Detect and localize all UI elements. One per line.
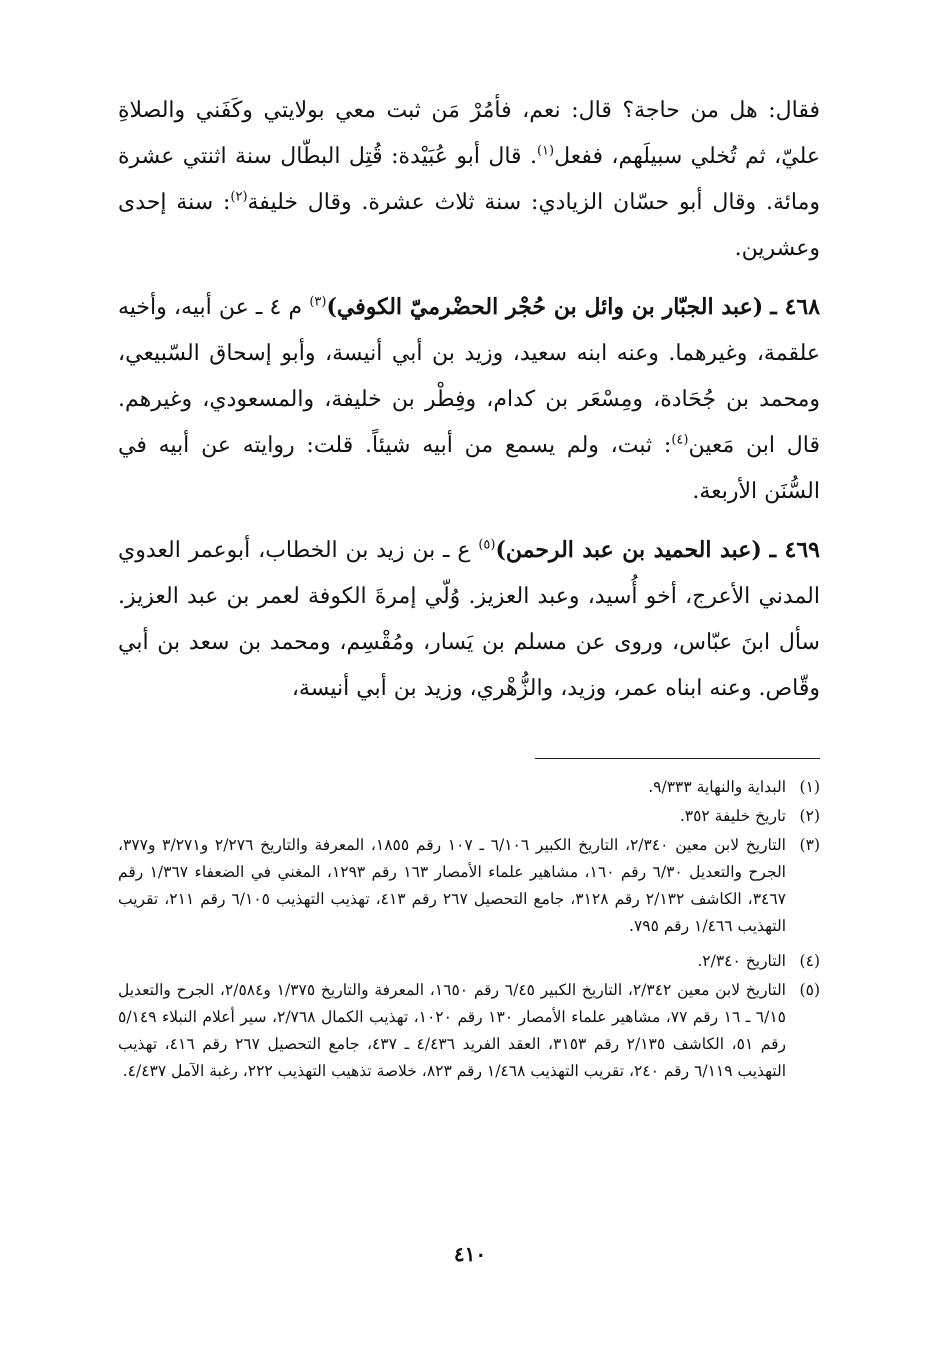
- entry-number: ٤٦٩ ـ: [769, 537, 820, 563]
- footnote-divider: [535, 758, 820, 759]
- footnote-text: التاريخ ٢/٣٤٠.: [697, 952, 786, 970]
- footnote-ref-4: (٤): [671, 432, 689, 448]
- footnote-number: (٥): [799, 981, 820, 999]
- entry-name: (عبد الجبّار بن وائل بن حُجْر الحضْرميّ الكوفي): [326, 294, 764, 320]
- footnote-ref-1: (١): [536, 143, 555, 159]
- footnotes: [118, 774, 820, 1087]
- entry-name-suffix: ع ـ بن زيد بن الخطاب، أبوعمر: [188, 538, 479, 563]
- intro-line-1: فقال: هل من حاجة؟ قال: نعم، فأمُرْ مَن ثبت معي بولايتي وكَفَني والصلاةِ: [118, 98, 820, 123]
- entry-text-b: : ثبت، ولم يسمع من أبيه شيئاً.: [365, 433, 672, 458]
- footnote-1: [118, 774, 820, 801]
- intro-paragraph: [118, 88, 820, 272]
- footnote-ref-3: (٣): [309, 294, 327, 310]
- entry-text: العدوي المدني الأعرج، أخو أُسيد، وعبد العزيز. وُلّي إمرةَ الكوفة لعمر بن عبد العزيز. سأل ابنَ عبّاس، وروى عن مسلم بن يَسار، ومُقْسِم، ومحمد بن سعد بن أبي وقّاص. وعنه ابناه عمر، وزيد، والزُّهْري، وزيد بن أبي أنيسة،: [118, 538, 820, 701]
- entry-name-suffix: م ٤ ـ عن: [218, 295, 310, 320]
- intro-line-2a: عليّ، ثم تُخلي سبيلَهم، ففعل: [554, 144, 821, 169]
- footnote-2: [118, 803, 820, 830]
- footnote-number: (٢): [799, 807, 820, 825]
- intro-line-3a: ومائة. وقال أبو حسّان الزيادي: سنة ثلاث عشرة. وقال خليفة: [247, 190, 820, 215]
- footnote-ref-5: (٥): [478, 537, 496, 553]
- page-number: ٤١٠: [453, 1242, 487, 1266]
- entry-468: [118, 284, 820, 515]
- footnote-number: (١): [799, 778, 820, 796]
- main-text: [118, 88, 820, 712]
- intro-line-3b: : سنة إحدى: [118, 190, 231, 215]
- intro-line-4: وعشرين.: [734, 236, 820, 261]
- entry-text-a: أبيه، وأخيه علقمة، وغيرهما. وعنه ابنه سعيد، وزيد بن أبي أنيسة، وأبو إسحاق السّبيعي، ومحمد بن جُحَادة، ومِسْعَر بن كدام، وفِطْر بن خليفة، والمسعودي، وغيرهم. قال ابن مَعين: [118, 295, 820, 458]
- footnote-5: [118, 977, 820, 1085]
- footnote-ref-2: (٢): [230, 189, 248, 205]
- entry-text-c: قلت: روايته عن أبيه في السُّنَن الأربعة.: [118, 433, 820, 504]
- entry-name: (عبد الحميد بن عبد الرحمن): [495, 537, 762, 563]
- footnote-text: التاريخ لابن معين ٢/٣٤٢، التاريخ الكبير ٦/٤٥ رقم ١٦٥٠، المعرفة والتاريخ ١/٣٧٥ و٢/٥٨٤، الجرح والتعديل ٦/١٥ ـ ١٦ رقم ٧٧، مشاهير علماء الأمصار ١٣٠ رقم ١٠٢٠، تهذيب الكمال ٢/٧٦٨، سير أعلام النبلاء ٥/١٤٩ رقم ٥١، الكاشف ٢/١٣٥ رقم ٣١٥٣، العقد الفريد ٤/٤٣٦ ـ ٤٣٧، جامع التحصيل ٢٦٧ رقم ٤١٦، تهذيب التهذيب ٦/١١٩ رقم ٢٤٠، تقريب التهذيب ١/٤٦٨ رقم ٨٢٣، خلاصة تذهيب التهذيب ٢٢٢، رغبة الآمل ٤/٤٣٧.: [118, 981, 786, 1080]
- entry-469: [118, 527, 820, 712]
- entry-number: ٤٦٨ ـ: [770, 294, 821, 320]
- footnote-number: (٤): [799, 952, 820, 970]
- footnote-text: البداية والنهاية ٩/٣٣٣.: [648, 778, 786, 796]
- footnote-3: [118, 832, 820, 940]
- footnote-4: [118, 948, 820, 975]
- intro-line-2b: . قال أبو عُبَيْدة: قُتِل البطّال سنة اثنتي عشرة: [118, 144, 537, 169]
- footnote-text: تاريخ خليفة ٣٥٢.: [679, 807, 786, 825]
- footnote-text: التاريخ لابن معين ٢/٣٤٠، التاريخ الكبير ٦/١٠٦ ـ ١٠٧ رقم ١٨٥٥، المعرفة والتاريخ ٢/٢٧٦ و٣/٢٧١ و٣٧٧، الجرح والتعديل ٦/٣٠ رقم ١٦٠، مشاهير علماء الأمصار ١٦٣ رقم ١٢٩٣، المغني في الضعفاء ١/٣٦٧ رقم ٣٤٦٧، الكاشف ٢/١٣٢ رقم ٣١٢٨، جامع التحصيل ٢٦٧ رقم ٤١٣، تهذيب التهذيب ٦/١٠٥ رقم ٢١١، تقريب التهذيب ١/٤٦٦ رقم ٧٩٥.: [118, 836, 786, 935]
- footnote-number: (٣): [799, 836, 820, 854]
- book-page: [118, 88, 820, 1370]
